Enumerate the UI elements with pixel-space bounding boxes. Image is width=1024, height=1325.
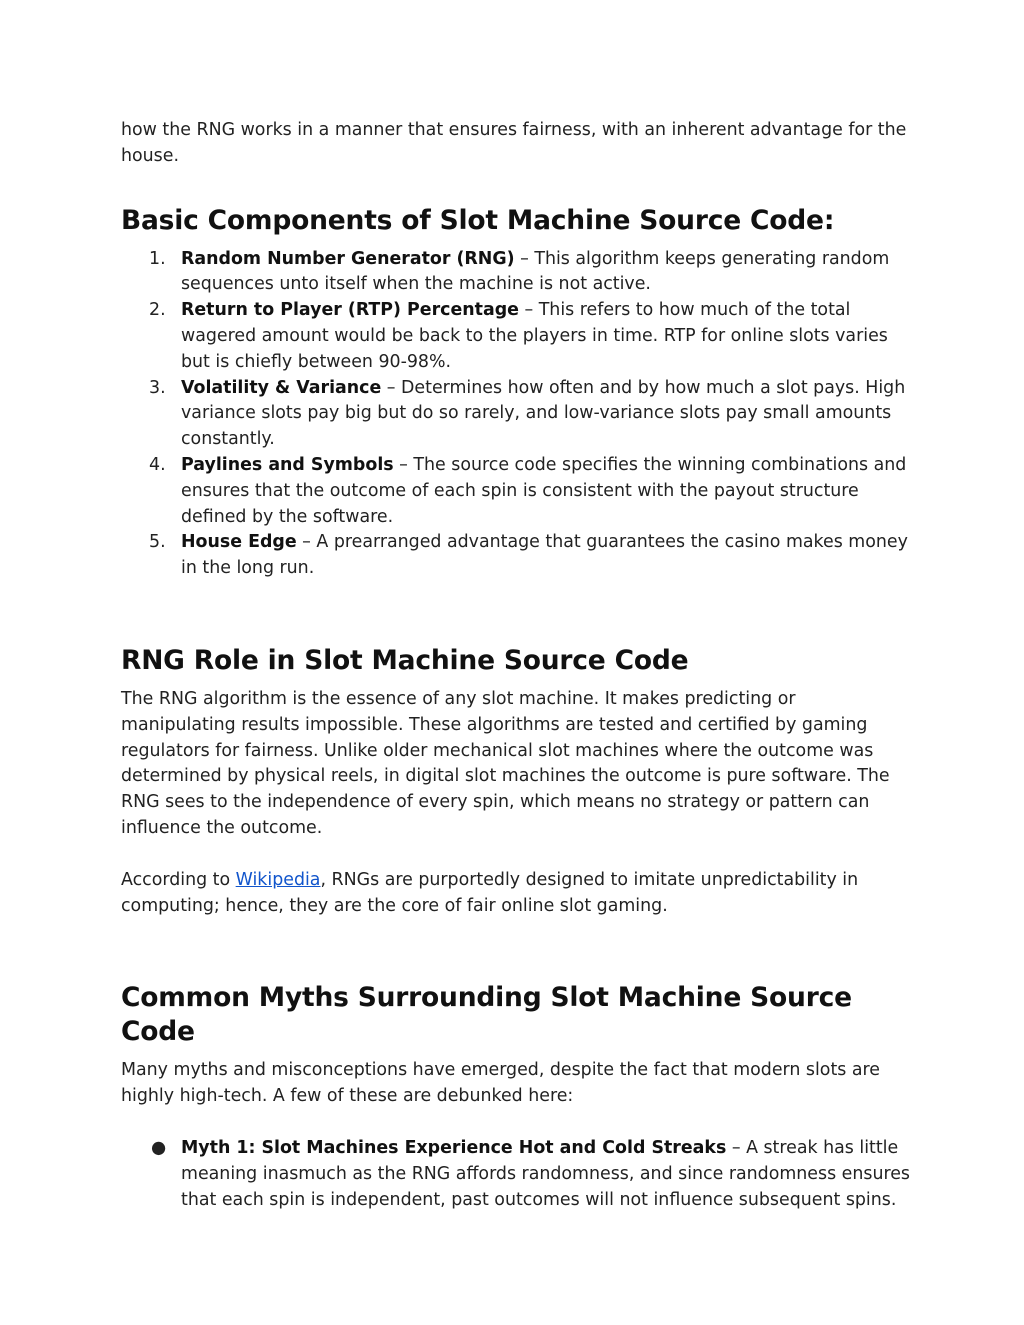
- list-item-term: Random Number Generator (RNG): [181, 248, 515, 269]
- myths-intro-paragraph: Many myths and misconceptions have emerged, despite the fact that modern slots are highly high-tech. A few of these are debunked here:: [121, 1060, 880, 1107]
- list-item-desc: – A streak has little meaning inasmuch as the RNG affords randomness, and since randomness ensures that each spin is independent, past outcomes will not influence subsequent spins.: [181, 1137, 910, 1210]
- components-list: [121, 247, 911, 582]
- wikipedia-paragraph-rest: , RNGs are purportedly designed to imitate unpredictability in computing; hence, they are the core of fair online slot gaming.: [121, 869, 859, 916]
- list-number: 5.: [149, 532, 166, 553]
- list-item: [121, 247, 911, 299]
- list-number: 4.: [149, 454, 166, 475]
- list-item-desc: – This algorithm keeps generating random sequences unto itself when the machine is not active.: [181, 248, 890, 295]
- list-number: 1.: [149, 248, 166, 269]
- list-item: [121, 453, 911, 530]
- wikipedia-paragraph-lead: According to: [121, 869, 236, 890]
- section-heading-rng-role: RNG Role in Slot Machine Source Code: [121, 644, 689, 676]
- list-item-term: Paylines and Symbols: [181, 454, 394, 475]
- list-item-term: Return to Player (RTP) Percentage: [181, 300, 519, 321]
- list-item: [121, 298, 911, 375]
- list-item-desc: – A prearranged advantage that guarantees the casino makes money in the long run.: [181, 532, 908, 579]
- list-item: [121, 1136, 911, 1213]
- myths-list: [121, 1136, 911, 1213]
- document-page: [121, 118, 911, 1213]
- wikipedia-paragraph: [121, 868, 911, 920]
- list-item-term: Volatility & Variance: [181, 377, 382, 398]
- rng-role-paragraph: The RNG algorithm is the essence of any slot machine. It makes predicting or manipulating results impossible. These algorithms are tested and certified by gaming regulators for fairness. Unlike older mechanical slot machines where the outcome was determined by physical reels, in digital slot machines the outcome is pure software. The RNG sees to the independence of every spin, which means no strategy or pattern can influence the outcome.: [121, 688, 890, 838]
- bullet-marker: ●: [151, 1137, 167, 1158]
- list-item-desc: – Determines how often and by how much a slot pays. High variance slots pay big but do so rarely, and low-variance slots pay small amounts constantly.: [181, 377, 906, 450]
- list-item: [121, 376, 911, 453]
- list-item-desc: – The source code specifies the winning combinations and ensures that the outcome of each spin is consistent with the payout structure defined by the software.: [181, 454, 907, 527]
- list-item-term: Myth 1: Slot Machines Experience Hot and Cold Streaks: [181, 1137, 727, 1158]
- list-item: [121, 530, 911, 582]
- intro-paragraph: how the RNG works in a manner that ensures fairness, with an inherent advantage for the house.: [121, 120, 907, 166]
- list-number: 3.: [149, 377, 166, 398]
- section-heading-common-myths: Common Myths Surrounding Slot Machine Source Code: [121, 982, 852, 1048]
- list-item-term: House Edge: [181, 532, 297, 553]
- list-item-desc: – This refers to how much of the total wagered amount would be back to the players in time. RTP for online slots varies but is chiefly between 90-98%.: [181, 300, 888, 372]
- wikipedia-link[interactable]: Wikipedia: [235, 869, 321, 890]
- section-heading-basic-components: Basic Components of Slot Machine Source Code:: [121, 204, 835, 236]
- list-number: 2.: [149, 300, 166, 321]
